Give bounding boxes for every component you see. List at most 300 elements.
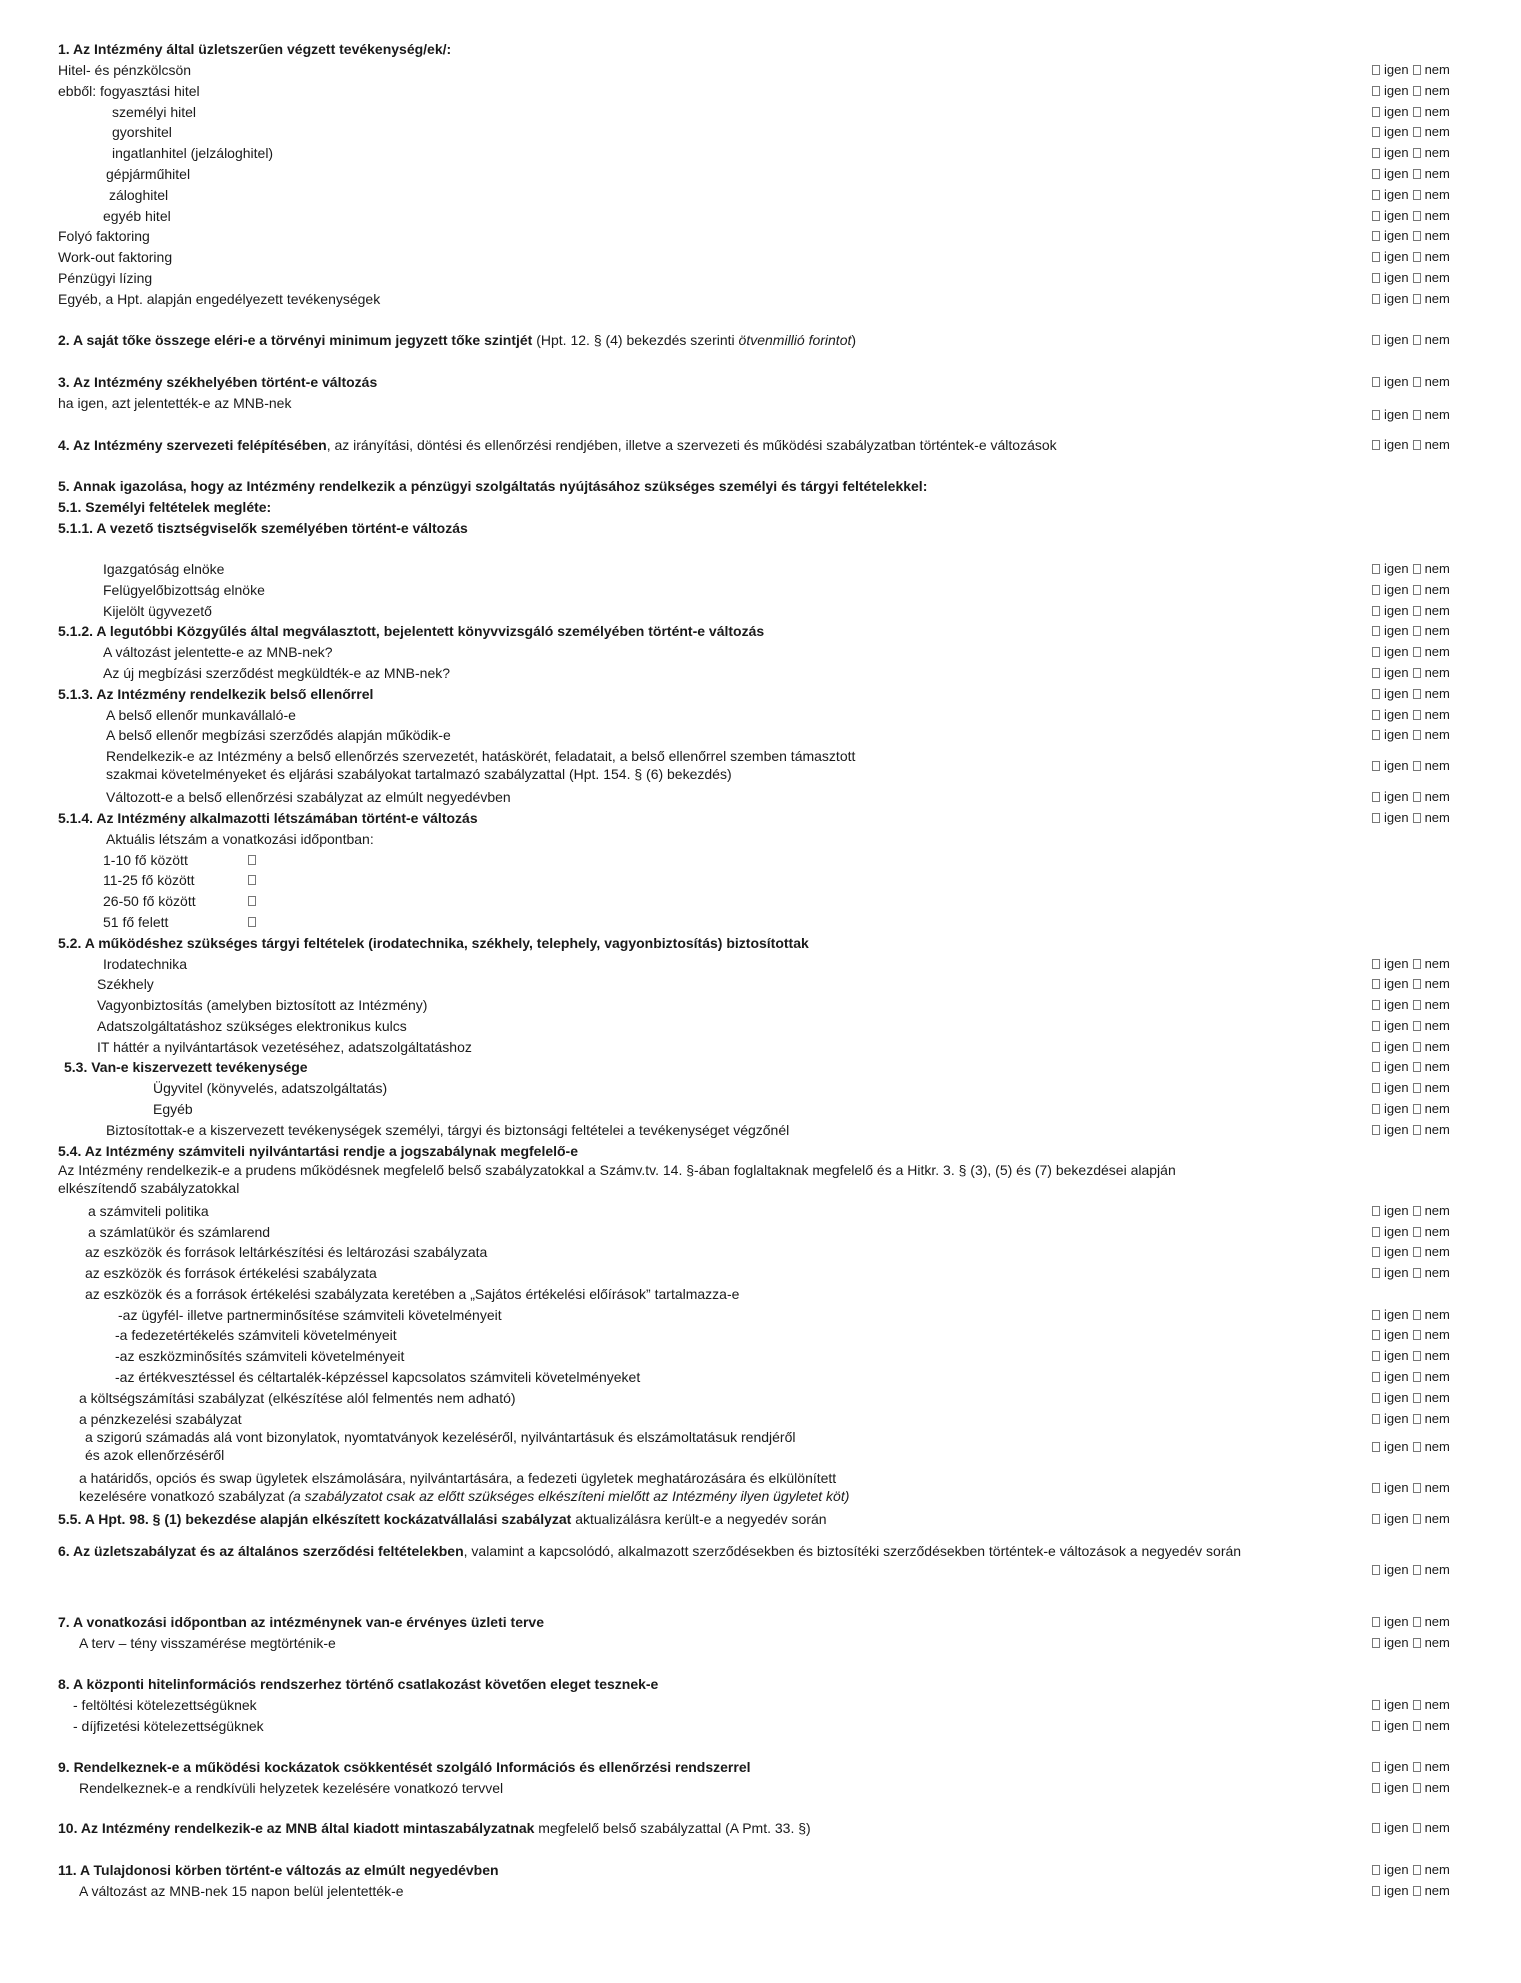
no-label: nem	[1424, 1511, 1450, 1526]
yes-label: igen	[1384, 1635, 1409, 1650]
yes-checkbox[interactable]	[1372, 252, 1380, 262]
yes-no-options	[1372, 1780, 1502, 1796]
text-run: megfelelő belső szabályzattal (A Pmt. 33. §)	[534, 1820, 811, 1836]
question-text: szakmai követelményeket és eljárási szabályokat tartalmazó szabályzattal (Hpt. 154. § (6) bekezdés)	[106, 766, 732, 782]
no-label: nem	[1424, 1562, 1450, 1577]
yes-checkbox[interactable]	[1372, 668, 1380, 678]
text-run: , az irányítási, döntési és ellenőrzési rendjében, illetve a szervezeti és működési szabályzatban történtek-e változások	[326, 437, 1057, 453]
no-checkbox[interactable]	[1413, 959, 1421, 969]
question-text: az eszközök és a források értékelési szabályzata keretében a „Sajátos értékelési előírások” tartalmazza-e	[85, 1286, 740, 1302]
no-label: nem	[1424, 1439, 1450, 1454]
no-label: nem	[1424, 1307, 1450, 1322]
no-checkbox[interactable]	[1413, 585, 1421, 595]
no-checkbox[interactable]	[1413, 211, 1421, 221]
section-heading: 5.1.3. Az Intézmény rendelkezik belső ellenőrrel	[58, 686, 374, 702]
section-heading: 5.2. A működéshez szükséges tárgyi feltételek (irodatechnika, székhely, telephely, vagyonbiztosítás) biztosítottak	[58, 935, 809, 951]
yes-checkbox[interactable]	[1372, 585, 1380, 595]
question-text: A változást az MNB-nek 15 napon belül jelentették-e	[79, 1883, 404, 1899]
yes-no-options	[1372, 561, 1502, 577]
yes-checkbox[interactable]	[1372, 606, 1380, 616]
no-checkbox[interactable]	[1413, 169, 1421, 179]
no-checkbox[interactable]	[1413, 761, 1421, 771]
question-text: a költségszámítási szabályzat (elkészítése alól felmentés nem adható)	[79, 1390, 516, 1406]
no-checkbox[interactable]	[1413, 1125, 1421, 1135]
no-checkbox[interactable]	[1413, 1823, 1421, 1833]
question-text: Kijelölt ügyvezető	[103, 603, 212, 619]
yes-checkbox[interactable]	[1372, 1886, 1380, 1896]
no-checkbox[interactable]	[1413, 1721, 1421, 1731]
yes-checkbox[interactable]	[1372, 1062, 1380, 1072]
yes-no-options	[1372, 1759, 1502, 1775]
no-checkbox[interactable]	[1413, 252, 1421, 262]
no-checkbox[interactable]	[1413, 148, 1421, 158]
no-label: nem	[1424, 686, 1450, 701]
question-text: -az eszközminősítés számviteli követelményeit	[115, 1348, 405, 1364]
text-run: (Hpt. 12. § (4) bekezdés szerinti	[532, 332, 739, 348]
no-label: nem	[1424, 291, 1450, 306]
yes-checkbox[interactable]	[1372, 1483, 1380, 1493]
no-checkbox[interactable]	[1413, 1762, 1421, 1772]
no-label: nem	[1424, 228, 1450, 243]
yes-checkbox[interactable]	[1372, 1721, 1380, 1731]
yes-no-options	[1372, 603, 1502, 619]
yes-label: igen	[1384, 187, 1409, 202]
question-text: 51 fő felett	[103, 914, 169, 930]
no-label: nem	[1424, 707, 1450, 722]
no-label: nem	[1424, 956, 1450, 971]
yes-label: igen	[1384, 1820, 1409, 1835]
yes-no-options	[1372, 1511, 1502, 1527]
yes-checkbox[interactable]	[1372, 65, 1380, 75]
no-label: nem	[1424, 582, 1450, 597]
yes-label: igen	[1384, 1265, 1409, 1280]
question-text: IT háttér a nyilvántartások vezetéséhez, adatszolgáltatáshoz	[97, 1039, 472, 1055]
yes-no-options	[1372, 437, 1502, 453]
no-checkbox[interactable]	[1413, 1330, 1421, 1340]
yes-checkbox[interactable]	[1372, 1351, 1380, 1361]
no-label: nem	[1424, 1718, 1450, 1733]
no-checkbox[interactable]	[1413, 294, 1421, 304]
yes-label: igen	[1384, 582, 1409, 597]
yes-label: igen	[1384, 789, 1409, 804]
yes-no-options	[1372, 249, 1502, 265]
yes-no-options	[1372, 407, 1502, 423]
no-checkbox[interactable]	[1413, 1104, 1421, 1114]
yes-checkbox[interactable]	[1372, 689, 1380, 699]
question-text: egyéb hitel	[103, 208, 171, 224]
question-text: Vagyonbiztosítás (amelyben biztosított az Intézmény)	[97, 997, 428, 1013]
no-checkbox[interactable]	[1413, 273, 1421, 283]
yes-no-options	[1372, 758, 1502, 774]
yes-checkbox[interactable]	[1372, 1021, 1380, 1031]
no-label: nem	[1424, 1780, 1450, 1795]
no-checkbox[interactable]	[1413, 1565, 1421, 1575]
question-text: Igazgatóság elnöke	[103, 561, 225, 577]
yes-no-options	[1372, 1244, 1502, 1260]
yes-no-options	[1372, 1369, 1502, 1385]
yes-checkbox[interactable]	[1372, 107, 1380, 117]
yes-label: igen	[1384, 1224, 1409, 1239]
no-checkbox[interactable]	[1413, 979, 1421, 989]
yes-label: igen	[1384, 561, 1409, 576]
yes-no-options	[1372, 1697, 1502, 1713]
no-checkbox[interactable]	[1413, 1021, 1421, 1031]
yes-checkbox[interactable]	[1372, 1414, 1380, 1424]
question-text: Az új megbízási szerződést megküldték-e az MNB-nek?	[103, 665, 451, 681]
no-label: nem	[1424, 1883, 1450, 1898]
yes-no-options	[1372, 1101, 1502, 1117]
yes-no-options	[1372, 623, 1502, 639]
question-text: - feltöltési kötelezettségüknek	[73, 1697, 257, 1713]
no-label: nem	[1424, 1080, 1450, 1095]
no-checkbox[interactable]	[1413, 231, 1421, 241]
no-checkbox[interactable]	[1413, 1000, 1421, 1010]
yes-label: igen	[1384, 249, 1409, 264]
yes-checkbox[interactable]	[1372, 211, 1380, 221]
yes-label: igen	[1384, 1203, 1409, 1218]
yes-checkbox[interactable]	[1372, 294, 1380, 304]
yes-label: igen	[1384, 270, 1409, 285]
question-text: 1-10 fő között	[103, 852, 188, 868]
yes-label: igen	[1384, 62, 1409, 77]
no-checkbox[interactable]	[1413, 190, 1421, 200]
no-checkbox[interactable]	[1413, 1886, 1421, 1896]
no-checkbox[interactable]	[1413, 1062, 1421, 1072]
question-text	[58, 332, 1348, 348]
text-run: aktualizálásra került-e a negyedév során	[571, 1511, 827, 1527]
question-text: gépjárműhitel	[106, 166, 191, 182]
question-text: elkészítendő szabályzatokkal	[58, 1180, 240, 1196]
yes-no-options	[1372, 1348, 1502, 1364]
yes-label: igen	[1384, 1411, 1409, 1426]
yes-no-options	[1372, 332, 1502, 348]
headcount-checkbox[interactable]	[248, 875, 256, 885]
yes-no-options	[1372, 62, 1502, 78]
yes-checkbox[interactable]	[1372, 1227, 1380, 1237]
question-text: a pénzkezelési szabályzat	[79, 1411, 242, 1427]
no-checkbox[interactable]	[1413, 626, 1421, 636]
yes-checkbox[interactable]	[1372, 127, 1380, 137]
yes-label: igen	[1384, 1307, 1409, 1322]
yes-checkbox[interactable]	[1372, 1000, 1380, 1010]
yes-no-options	[1372, 1039, 1502, 1055]
yes-no-options	[1372, 1411, 1502, 1427]
no-checkbox[interactable]	[1413, 1372, 1421, 1382]
yes-checkbox[interactable]	[1372, 148, 1380, 158]
yes-checkbox[interactable]	[1372, 730, 1380, 740]
text-run: 5.5. A Hpt. 98. § (1) bekezdése alapján elkészített kockázatvállalási szabályzat	[58, 1511, 572, 1527]
yes-no-options	[1372, 83, 1502, 99]
yes-label: igen	[1384, 1480, 1409, 1495]
text-run: kezelésére vonatkozó szabályzat	[79, 1488, 289, 1504]
no-label: nem	[1424, 407, 1450, 422]
yes-checkbox[interactable]	[1372, 647, 1380, 657]
yes-no-options	[1372, 291, 1502, 307]
no-checkbox[interactable]	[1413, 813, 1421, 823]
question-text: Egyéb, a Hpt. alapján engedélyezett tevékenységek	[58, 291, 381, 307]
no-checkbox[interactable]	[1413, 1442, 1421, 1452]
question-text: a számlatükör és számlarend	[88, 1224, 271, 1240]
no-label: nem	[1424, 62, 1450, 77]
yes-label: igen	[1384, 83, 1409, 98]
yes-checkbox[interactable]	[1372, 792, 1380, 802]
yes-checkbox[interactable]	[1372, 1310, 1380, 1320]
yes-checkbox[interactable]	[1372, 1700, 1380, 1710]
no-checkbox[interactable]	[1413, 1351, 1421, 1361]
yes-checkbox[interactable]	[1372, 1125, 1380, 1135]
no-checkbox[interactable]	[1413, 1865, 1421, 1875]
yes-checkbox[interactable]	[1372, 564, 1380, 574]
no-checkbox[interactable]	[1413, 410, 1421, 420]
section-heading: 7. A vonatkozási időpontban az intézménynek van-e érvényes üzleti terve	[58, 1614, 545, 1630]
yes-checkbox[interactable]	[1372, 1442, 1380, 1452]
question-text: ingatlanhitel (jelzáloghitel)	[112, 145, 274, 161]
no-checkbox[interactable]	[1413, 440, 1421, 450]
section-heading: 5.3. Van-e kiszervezett tevékenysége	[64, 1059, 308, 1075]
yes-no-options	[1372, 1018, 1502, 1034]
yes-checkbox[interactable]	[1372, 190, 1380, 200]
no-checkbox[interactable]	[1413, 1206, 1421, 1216]
section-heading: 5. Annak igazolása, hogy az Intézmény rendelkezik a pénzügyi szolgáltatás nyújtásához szükséges személyi és tárgyi feltételekkel:	[58, 478, 928, 494]
question-text: Az Intézmény rendelkezik-e a prudens működésnek megfelelő belső szabályzatokkal a Számv.tv. 14. §-ában foglaltaknak megfelelő és a Hitkr. 3. § (3), (5) és (7) bekezdései alapján	[58, 1162, 1176, 1178]
yes-checkbox[interactable]	[1372, 410, 1380, 420]
no-label: nem	[1424, 145, 1450, 160]
yes-checkbox[interactable]	[1372, 979, 1380, 989]
yes-label: igen	[1384, 1327, 1409, 1342]
yes-label: igen	[1384, 1511, 1409, 1526]
yes-checkbox[interactable]	[1372, 1617, 1380, 1627]
yes-no-options	[1372, 1224, 1502, 1240]
no-checkbox[interactable]	[1413, 1310, 1421, 1320]
no-label: nem	[1424, 727, 1450, 742]
yes-no-options	[1372, 707, 1502, 723]
yes-no-options	[1372, 145, 1502, 161]
yes-label: igen	[1384, 407, 1409, 422]
no-checkbox[interactable]	[1413, 377, 1421, 387]
yes-no-options	[1372, 1390, 1502, 1406]
no-checkbox[interactable]	[1413, 1268, 1421, 1278]
yes-checkbox[interactable]	[1372, 1865, 1380, 1875]
yes-checkbox[interactable]	[1372, 710, 1380, 720]
no-checkbox[interactable]	[1413, 1083, 1421, 1093]
no-label: nem	[1424, 1101, 1450, 1116]
no-label: nem	[1424, 1759, 1450, 1774]
yes-checkbox[interactable]	[1372, 1268, 1380, 1278]
no-checkbox[interactable]	[1413, 1247, 1421, 1257]
no-label: nem	[1424, 997, 1450, 1012]
yes-label: igen	[1384, 997, 1409, 1012]
no-checkbox[interactable]	[1413, 730, 1421, 740]
yes-checkbox[interactable]	[1372, 231, 1380, 241]
question-text: -az értékvesztéssel és céltartalék-képzéssel kapcsolatos számviteli követelményeket	[115, 1369, 641, 1385]
no-checkbox[interactable]	[1413, 127, 1421, 137]
question-text: személyi hitel	[112, 104, 197, 120]
yes-checkbox[interactable]	[1372, 335, 1380, 345]
yes-label: igen	[1384, 1018, 1409, 1033]
no-checkbox[interactable]	[1413, 1617, 1421, 1627]
no-label: nem	[1424, 166, 1450, 181]
no-checkbox[interactable]	[1413, 1783, 1421, 1793]
yes-checkbox[interactable]	[1372, 1565, 1380, 1575]
no-label: nem	[1424, 1369, 1450, 1384]
yes-checkbox[interactable]	[1372, 169, 1380, 179]
yes-label: igen	[1384, 1369, 1409, 1384]
question-text: Felügyelőbizottság elnöke	[103, 582, 265, 598]
no-checkbox[interactable]	[1413, 1483, 1421, 1493]
yes-label: igen	[1384, 1780, 1409, 1795]
yes-checkbox[interactable]	[1372, 86, 1380, 96]
yes-label: igen	[1384, 1080, 1409, 1095]
yes-checkbox[interactable]	[1372, 1783, 1380, 1793]
question-text: -a fedezetértékelés számviteli követelményeit	[115, 1327, 397, 1343]
no-checkbox[interactable]	[1413, 1227, 1421, 1237]
question-text	[79, 1488, 1369, 1504]
yes-checkbox[interactable]	[1372, 626, 1380, 636]
yes-checkbox[interactable]	[1372, 1823, 1380, 1833]
yes-label: igen	[1384, 104, 1409, 119]
yes-label: igen	[1384, 1244, 1409, 1259]
yes-checkbox[interactable]	[1372, 1247, 1380, 1257]
yes-no-options	[1372, 644, 1502, 660]
text-run: )	[851, 332, 857, 348]
no-checkbox[interactable]	[1413, 647, 1421, 657]
yes-no-options	[1372, 124, 1502, 140]
yes-no-options	[1372, 208, 1502, 224]
question-text: - díjfizetési kötelezettségüknek	[73, 1718, 264, 1734]
no-label: nem	[1424, 1480, 1450, 1495]
yes-checkbox[interactable]	[1372, 1083, 1380, 1093]
yes-checkbox[interactable]	[1372, 761, 1380, 771]
section-heading: 5.1. Személyi feltételek megléte:	[58, 499, 272, 515]
question-text: 26-50 fő között	[103, 893, 196, 909]
no-label: nem	[1424, 1348, 1450, 1363]
yes-no-options	[1372, 997, 1502, 1013]
section-heading: 8. A központi hitelinformációs rendszerhez történő csatlakozást követően eleget tesznek-e	[58, 1676, 659, 1692]
no-label: nem	[1424, 1039, 1450, 1054]
headcount-checkbox[interactable]	[248, 917, 256, 927]
yes-label: igen	[1384, 1039, 1409, 1054]
question-text: A terv – tény visszamérése megtörténik-e	[79, 1635, 336, 1651]
yes-label: igen	[1384, 1697, 1409, 1712]
question-text	[58, 1543, 1340, 1559]
yes-checkbox[interactable]	[1372, 377, 1380, 387]
yes-label: igen	[1384, 1718, 1409, 1733]
no-checkbox[interactable]	[1413, 335, 1421, 345]
no-checkbox[interactable]	[1413, 1393, 1421, 1403]
headcount-checkbox[interactable]	[248, 896, 256, 906]
no-checkbox[interactable]	[1413, 1514, 1421, 1524]
yes-label: igen	[1384, 1614, 1409, 1629]
no-label: nem	[1424, 1390, 1450, 1405]
question-text	[58, 1511, 1348, 1527]
yes-checkbox[interactable]	[1372, 1762, 1380, 1772]
no-label: nem	[1424, 1018, 1450, 1033]
yes-no-options	[1372, 665, 1502, 681]
section-heading: 3. Az Intézmény székhelyében történt-e változás	[58, 374, 378, 390]
question-text: A belső ellenőr megbízási szerződés alapján működik-e	[106, 727, 451, 743]
no-checkbox[interactable]	[1413, 86, 1421, 96]
yes-no-options	[1372, 228, 1502, 244]
yes-checkbox[interactable]	[1372, 273, 1380, 283]
text-run: 10. Az Intézmény rendelkezik-e az MNB által kiadott mintaszabályzatnak	[58, 1820, 535, 1836]
no-checkbox[interactable]	[1413, 65, 1421, 75]
no-checkbox[interactable]	[1413, 606, 1421, 616]
yes-checkbox[interactable]	[1372, 1638, 1380, 1648]
question-text: ha igen, azt jelentették-e az MNB-nek	[58, 395, 292, 411]
yes-label: igen	[1384, 437, 1409, 452]
no-checkbox[interactable]	[1413, 1638, 1421, 1648]
no-checkbox[interactable]	[1413, 107, 1421, 117]
yes-checkbox[interactable]	[1372, 1104, 1380, 1114]
question-text: Egyéb	[153, 1101, 193, 1117]
yes-label: igen	[1384, 1390, 1409, 1405]
yes-checkbox[interactable]	[1372, 1514, 1380, 1524]
no-label: nem	[1424, 810, 1450, 825]
no-label: nem	[1424, 561, 1450, 576]
yes-checkbox[interactable]	[1372, 1372, 1380, 1382]
question-text: Folyó faktoring	[58, 228, 150, 244]
yes-label: igen	[1384, 1759, 1409, 1774]
yes-no-options	[1372, 956, 1502, 972]
no-checkbox[interactable]	[1413, 1042, 1421, 1052]
yes-no-options	[1372, 582, 1502, 598]
no-checkbox[interactable]	[1413, 668, 1421, 678]
no-label: nem	[1424, 603, 1450, 618]
no-label: nem	[1424, 976, 1450, 991]
yes-checkbox[interactable]	[1372, 959, 1380, 969]
no-label: nem	[1424, 1820, 1450, 1835]
yes-checkbox[interactable]	[1372, 1330, 1380, 1340]
yes-label: igen	[1384, 665, 1409, 680]
no-label: nem	[1424, 665, 1450, 680]
question-text: Ügyvitel (könyvelés, adatszolgáltatás)	[153, 1080, 388, 1096]
yes-no-options	[1372, 1635, 1502, 1651]
question-text: Rendelkezik-e az Intézmény a belső ellenőrzés szervezetét, hatáskörét, feladatait, a belső ellenőrrel szemben támasztott	[106, 748, 856, 764]
yes-checkbox[interactable]	[1372, 440, 1380, 450]
no-label: nem	[1424, 1862, 1450, 1877]
yes-no-options	[1372, 727, 1502, 743]
no-checkbox[interactable]	[1413, 1414, 1421, 1424]
no-label: nem	[1424, 208, 1450, 223]
no-label: nem	[1424, 644, 1450, 659]
no-checkbox[interactable]	[1413, 710, 1421, 720]
no-checkbox[interactable]	[1413, 792, 1421, 802]
yes-checkbox[interactable]	[1372, 1042, 1380, 1052]
question-text: A változást jelentette-e az MNB-nek?	[103, 644, 333, 660]
no-label: nem	[1424, 332, 1450, 347]
yes-checkbox[interactable]	[1372, 1206, 1380, 1216]
text-run: 2. A saját tőke összege eléri-e a törvényi minimum jegyzett tőke szintjét	[58, 332, 533, 348]
headcount-checkbox[interactable]	[248, 855, 256, 865]
text-run: ötvenmillió forintot	[738, 332, 852, 348]
yes-checkbox[interactable]	[1372, 1393, 1380, 1403]
no-checkbox[interactable]	[1413, 1700, 1421, 1710]
yes-label: igen	[1384, 686, 1409, 701]
question-text: ebből: fogyasztási hitel	[58, 83, 200, 99]
no-checkbox[interactable]	[1413, 564, 1421, 574]
yes-checkbox[interactable]	[1372, 813, 1380, 823]
yes-label: igen	[1384, 623, 1409, 638]
question-text: az eszközök és források leltárkészítési és leltározási szabályzata	[85, 1244, 488, 1260]
yes-no-options	[1372, 1562, 1502, 1578]
yes-label: igen	[1384, 291, 1409, 306]
question-text	[58, 437, 1348, 453]
yes-no-options	[1372, 104, 1502, 120]
section-heading: 5.1.4. Az Intézmény alkalmazotti létszámában történt-e változás	[58, 810, 478, 826]
text-run: 6. Az üzletszabályzat és az általános szerződési feltételekben	[58, 1543, 464, 1559]
yes-no-options	[1372, 1080, 1502, 1096]
no-checkbox[interactable]	[1413, 689, 1421, 699]
